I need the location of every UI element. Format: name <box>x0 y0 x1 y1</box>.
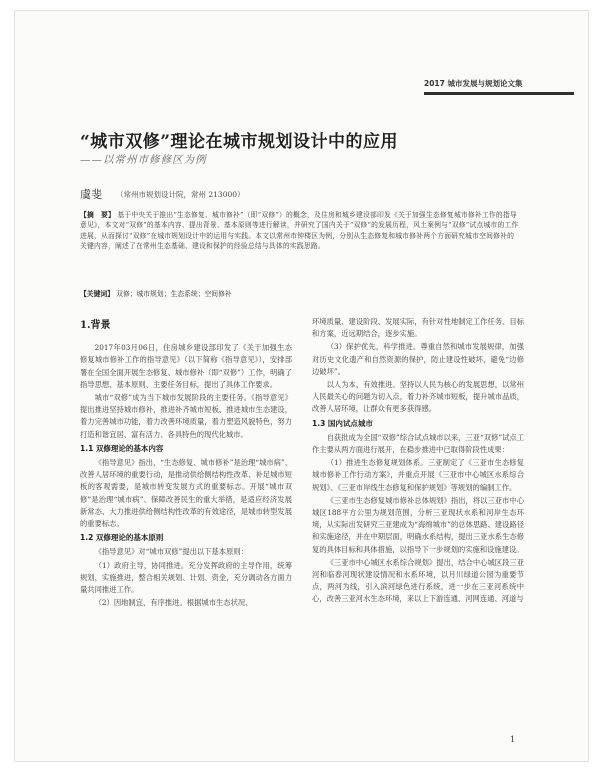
keywords-text: 双修；城市规划；生态系统；空间修补 <box>116 290 232 298</box>
paragraph: （3）保护优先，科学推进。尊重自然和城市发展规律，加强对历史文化遗产和自然资源的保护，防止建设性破坏，避免“边修边破坏”。 <box>312 342 524 376</box>
subsection-heading: 1.2 双修理论的基本原则 <box>80 533 164 543</box>
paragraph: （1）推进生态修复规划体系。三亚制定了《三亚市生态修复城市修补工作行动方案》，并重点开展《三亚市中心城区水系综合规划》、《三亚市岸线生态修复和保护规划》等规划的编制工作。 <box>312 458 524 492</box>
section-heading: 1.背景 <box>80 320 111 331</box>
page-number: 1 <box>510 735 516 744</box>
paragraph: 《指导意见》指出，“生态修复、城市修补”是治理“城市病”、改善人居环境的重要行动，是推动供给侧结构性改革、补足城市短板的客观需要，是城市转变发展方式的重要标志。开展“城市双修”是治理“城市病”、保障改善民生的重大举措，是适应经济发展新常态、大力推进供给侧结构性改革的有效途径，是城市转型发展的重要标志。 <box>80 458 292 529</box>
article-title: “城市双修”理论在城市规划设计中的应用 <box>80 132 399 152</box>
header-rule <box>424 92 574 95</box>
paragraph: 自获批成为全国“双修”综合试点城市以来，三亚“双修”试点工作主要从两方面进行展开，在稳步推进中已取得阶段性成果： <box>312 432 524 455</box>
keywords <box>80 288 520 298</box>
abstract <box>80 210 520 284</box>
subsection-heading: 1.3 国内试点城市 <box>312 418 373 428</box>
paragraph: 以人为本，有效推进。坚持以人民为核心的发展思想，以常州人民最关心的问题为切入点，着力补齐城市短板，提升城市品质，改善人居环境，让群众有更多获得感。 <box>312 380 524 414</box>
keywords-label: 【关键词】 <box>80 290 114 298</box>
paragraph: 城市“双修”成为当下城市发展阶段的主要任务。《指导意见》提出推进坚持城市修补，推进补齐城市短板、推进城市生态建设，着力完善城市功能，着力改善环境质量，着力塑造风貌特色，努力打造和谐宜居、富有活力、各具特色的现代化城市。 <box>80 393 292 439</box>
running-header: 2017 城市发展与规划论文集 <box>424 79 523 88</box>
right-column <box>312 316 524 607</box>
subsection-heading: 1.1 双修理论的基本内容 <box>80 443 164 453</box>
abstract-label: 【摘 要】 <box>80 211 115 219</box>
paragraph: 环境质量、建设阶段、发展实际，有针对性地制定工作任务、目标和方案，近远期结合，逐步实施。 <box>312 317 524 339</box>
paragraph: （1）政府主导，协同推进。充分发挥政府的主导作用，统筹规划，实施推进，整合相关规划、计划、资金，充分调动各方面力量共同推进工作。 <box>80 560 292 595</box>
paragraph: 2017年03月06日，住房城乡建设部印发了《关于加强生态修复城市修补工作的指导意见》（以下简称《指导意见》），安排部署在全国全面开展生态修复、城市修补（即“双修”）工作，明确了指导思想、基本原则、主要任务目标，提出了具体工作要求。 <box>80 343 292 389</box>
paragraph: 《三亚市生态修复城市修补总体规划》指出，将以三亚市中心城区188平方公里为规划范围，分析三亚现状水系和河岸生态环境，从实际出发研究三亚建成为“海绵城市”的总体思路、建设路径和实施途径，并在中期层面，明确水系结构，提出三亚水系生态修复的具体目标和具体措施，以指导下一步规划的实施和设施建设。 <box>312 495 524 554</box>
left-column <box>80 312 292 610</box>
author-affiliation: （常州市规划设计院，常州 213000） <box>116 190 245 199</box>
abstract-text: 基于中央关于推出“生态修复、城市修补”（即“双修”）的概念，及住房和城乡建设部印发《关于加强生态修复城市修补工作的指导意见》，本文对“双修”的基本内容、提出背景、基本原则等进行解读，并研究了国内关于“双修”的发展历程，风土案例与“双修”试点城市的工作进展，从而探讨“双修”在城市规划设计中的运用与实践。本文以常州市钟楼区为例，分别从生态修复和城市修补两个方面研究城市空间修补的关键内容，阐述了在常州生态基础、建设和保护的经验总结与具体的实践思路。 <box>80 211 519 250</box>
author-name: 虞斐 <box>80 188 102 201</box>
article-subtitle: ——以常州市修修区为例 <box>80 154 207 166</box>
paragraph: 《指导意见》对“城市双修”提出以下基本原则： <box>94 547 248 557</box>
paragraph: 《三亚市中心城区水系综合规划》提出，结合中心城区段三亚河和临春河现状建设情况和水系环境，以月川绿道公园为重要节点，两河为线，引入滨河绿色进行系统，进一步在三亚河系统中心，改善三亚河水生态环境，来以上下游连通、河网连通、河道与 <box>312 557 524 604</box>
paragraph: （2）因地制宜，有序推进。根据城市生态状况、 <box>94 598 253 608</box>
